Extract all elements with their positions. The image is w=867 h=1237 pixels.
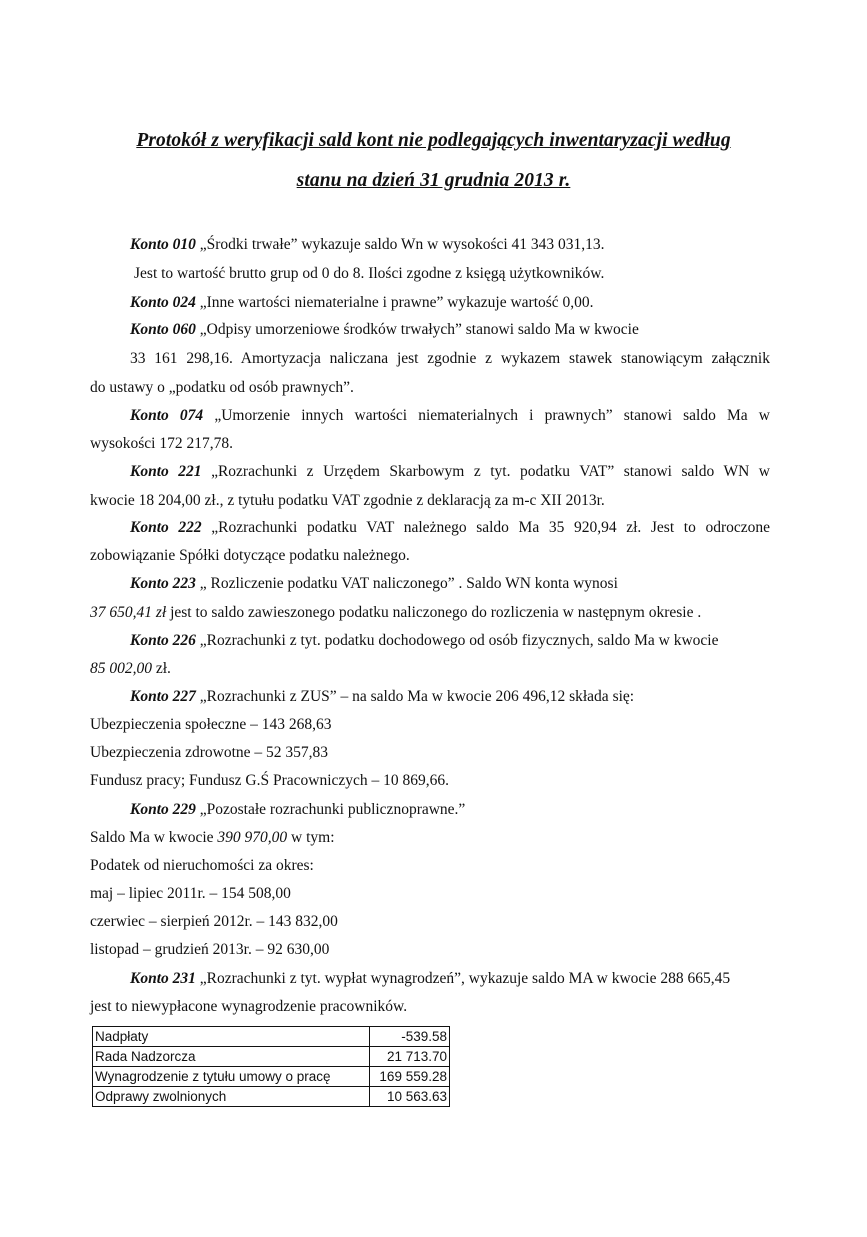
- table-cell-value: 21 713.70: [370, 1047, 450, 1067]
- table-cell-label: Odprawy zwolnionych: [93, 1087, 370, 1107]
- wynagrodzenia-table: [92, 1026, 450, 1107]
- document-title-line-1: Protokół z weryfikacji sald kont nie podlegających inwentaryzacji według: [136, 130, 731, 151]
- konto-222-label: Konto 222: [130, 519, 202, 536]
- table-row: [93, 1067, 450, 1087]
- konto-222-line-2: zobowiązanie Spółki dotyczące podatku należnego.: [90, 547, 410, 564]
- konto-024-label: Konto 024: [130, 294, 196, 311]
- konto-227-item: Ubezpieczenia społeczne – 143 268,63: [90, 716, 332, 733]
- konto-060-paragraph: [130, 321, 639, 339]
- konto-229-podatek-line: Podatek od nieruchomości za okres:: [90, 857, 314, 874]
- konto-229-item: maj – lipiec 2011r. – 154 508,00: [90, 885, 291, 902]
- table-cell-label: Wynagrodzenie z tytułu umowy o pracę: [93, 1067, 370, 1087]
- konto-231-paragraph: [130, 970, 730, 988]
- konto-223-label: Konto 223: [130, 575, 196, 592]
- konto-074-paragraph: [130, 407, 770, 425]
- konto-231-label: Konto 231: [130, 970, 196, 987]
- konto-223-amount: 37 650,41 zł: [90, 604, 167, 621]
- konto-226-line-2: [90, 660, 171, 678]
- document-title-line-2: stanu na dzień 31 grudnia 2013 r.: [296, 170, 571, 191]
- table-cell-value: 10 563.63: [370, 1087, 450, 1107]
- konto-227-paragraph: [130, 688, 634, 706]
- table-cell-value: 169 559.28: [370, 1067, 450, 1087]
- konto-229-item: czerwiec – sierpień 2012r. – 143 832,00: [90, 913, 338, 930]
- konto-231-text: „Rozrachunki z tyt. wypłat wynagrodzeń”, wykazuje saldo MA w kwocie 288 665,45: [195, 970, 731, 987]
- konto-226-amount: 85 002,00: [90, 660, 152, 677]
- konto-221-text: „Rozrachunki z Urzędem Skarbowym z tyt. podatku VAT” stanowi saldo WN w: [201, 463, 770, 480]
- konto-229-saldo-line: [90, 829, 335, 847]
- konto-223-line-2: [90, 604, 701, 622]
- konto-226-line-2-text: zł.: [152, 660, 171, 677]
- konto-074-label: Konto 074: [130, 407, 204, 424]
- konto-060-label: Konto 060: [130, 321, 196, 338]
- table-row: [93, 1087, 450, 1107]
- konto-223-text: „ Rozliczenie podatku VAT naliczonego” . Saldo WN konta wynosi: [195, 575, 618, 592]
- table-row: [93, 1047, 450, 1067]
- konto-010-paragraph: [130, 236, 605, 254]
- konto-223-line-2-text: jest to saldo zawieszonego podatku naliczonego do rozliczenia w następnym okresie .: [166, 604, 702, 621]
- konto-024-paragraph: [130, 294, 594, 312]
- konto-229-label: Konto 229: [130, 801, 196, 818]
- konto-227-text: „Rozrachunki z ZUS” – na saldo Ma w kwocie 206 496,12 składa się:: [195, 688, 635, 705]
- konto-226-text: „Rozrachunki z tyt. podatku dochodowego od osób fizycznych, saldo Ma w kwocie: [195, 632, 719, 649]
- konto-221-paragraph: [130, 463, 770, 481]
- table-cell-value: -539.58: [370, 1027, 450, 1047]
- konto-226-label: Konto 226: [130, 632, 196, 649]
- konto-227-item: Fundusz pracy; Fundusz G.Ś Pracowniczych – 10 869,66.: [90, 772, 450, 789]
- konto-010-text: „Środki trwałe” wykazuje saldo Wn w wysokości 41 343 031,13.: [195, 236, 605, 253]
- konto-223-paragraph: [130, 575, 618, 593]
- konto-074-line-2: wysokości 172 217,78.: [90, 435, 233, 452]
- konto-060-line-2: 33 161 298,16. Amortyzacja naliczana jest zgodnie z wykazem stawek stanowiącym załącznik: [130, 350, 770, 367]
- konto-222-text: „Rozrachunki podatku VAT należnego saldo Ma 35 920,94 zł. Jest to odroczone: [201, 519, 771, 536]
- table-cell-label: Nadpłaty: [93, 1027, 370, 1047]
- konto-222-paragraph: [130, 519, 770, 537]
- table-row: [93, 1027, 450, 1047]
- konto-227-label: Konto 227: [130, 688, 196, 705]
- konto-229-text: „Pozostałe rozrachunki publicznoprawne.”: [195, 801, 466, 818]
- konto-024-text: „Inne wartości niematerialne i prawne” wykazuje wartość 0,00.: [195, 294, 594, 311]
- table-cell-label: Rada Nadzorcza: [93, 1047, 370, 1067]
- konto-229-saldo-amount: 390 970,00: [217, 829, 288, 846]
- konto-010-line-2: Jest to wartość brutto grup od 0 do 8. Ilości zgodne z księgą użytkowników.: [134, 265, 605, 282]
- konto-229-saldo-suffix: w tym:: [287, 829, 335, 846]
- konto-074-text: „Umorzenie innych wartości niematerialnych i prawnych” stanowi saldo Ma w: [203, 407, 771, 424]
- konto-229-item: listopad – grudzień 2013r. – 92 630,00: [90, 941, 330, 958]
- konto-231-line-2: jest to niewypłacone wynagrodzenie pracowników.: [90, 998, 408, 1015]
- konto-226-paragraph: [130, 632, 718, 650]
- konto-060-line-3: do ustawy o „podatku od osób prawnych”.: [90, 379, 354, 396]
- konto-060-text: „Odpisy umorzeniowe środków trwałych” stanowi saldo Ma w kwocie: [195, 321, 639, 338]
- konto-010-label: Konto 010: [130, 236, 196, 253]
- konto-221-line-2: kwocie 18 204,00 zł., z tytułu podatku VAT zgodnie z deklaracją za m-c XII 2013r.: [90, 492, 605, 509]
- konto-229-saldo-prefix: Saldo Ma w kwocie: [90, 829, 218, 846]
- konto-221-label: Konto 221: [130, 463, 202, 480]
- konto-229-paragraph: [130, 801, 465, 819]
- konto-227-item: Ubezpieczenia zdrowotne – 52 357,83: [90, 744, 329, 761]
